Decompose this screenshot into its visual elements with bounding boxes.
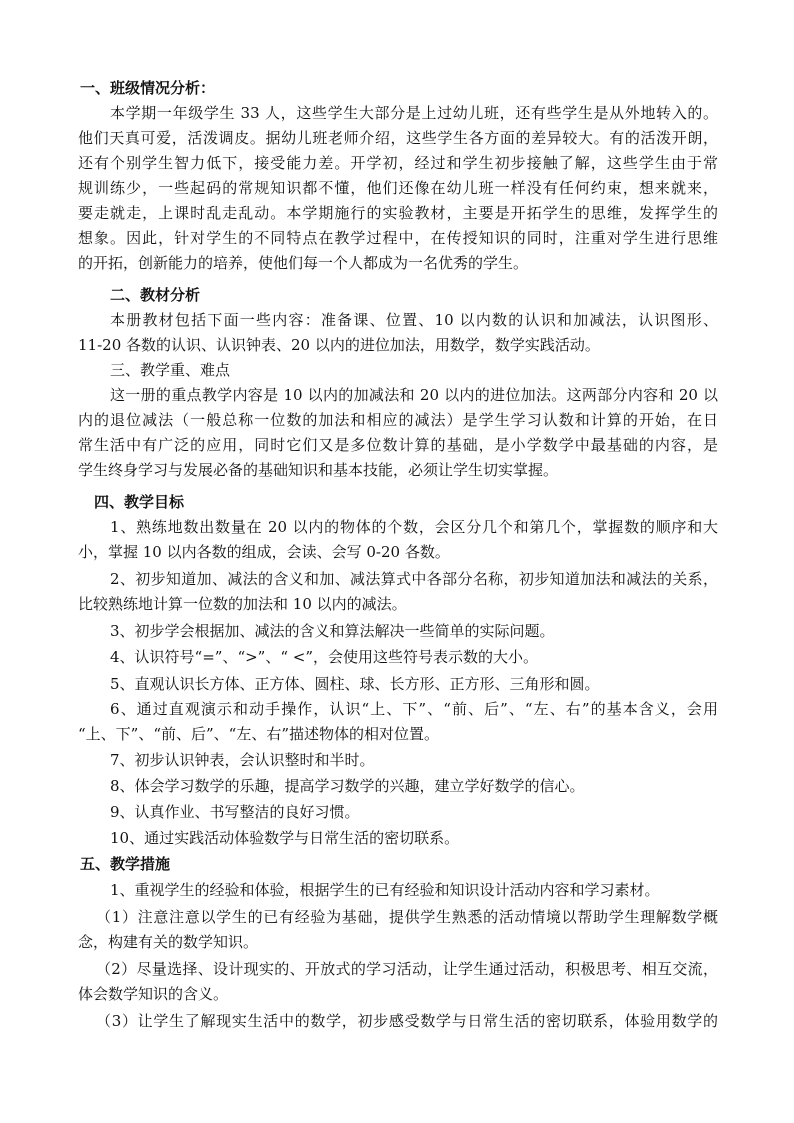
paragraph-line: 念，构建有关的数学知识。 (78, 933, 259, 951)
paragraph-line: （3）让学生了解现实生活中的数学，初步感受数学与日常生活的密切联系，体验用数学的 (96, 1012, 718, 1030)
section-heading: 五、教学措施 (80, 855, 171, 873)
paragraph-line: 内的退位减法（一般总称一位数的加法和相应的减法）是学生学习认数和计算的开始，在日 (78, 411, 718, 429)
section-heading: 二、教材分析 (110, 286, 201, 304)
paragraph-line: 想象。因此，针对学生的不同特点在教学过程中，在传授知识的同时，注重对学生进行思维 (78, 229, 718, 247)
paragraph-line: 2、初步知道加、减法的含义和加、减法算式中各部分名称，初步知道加法和减法的关系， (110, 570, 718, 588)
paragraph-line: 还有个别学生智力低下，接受能力差。开学初，经过和学生初步接触了解，这些学生由于常 (78, 154, 718, 172)
paragraph-line: 体会数学知识的含义。 (78, 985, 229, 1003)
paragraph-line: 常生活中有广泛的应用，同时它们又是多位数计算的基础，是小学数学中最基础的内容，是 (78, 436, 718, 454)
paragraph-line: “上、下”、“前、后”、“左、右”描述物体的相对位置。 (78, 725, 440, 743)
paragraph-line: 5、直观认识长方体、正方体、圆柱、球、长方形、正方形、三角形和圆。 (110, 675, 600, 693)
paragraph-line: （2）尽量选择、设计现实的、开放式的学习活动，让学生通过活动，积极思考、相互交流， (96, 960, 718, 978)
paragraph-line: 6、通过直观演示和动手操作，认识“上、下”、“前、后”、“左、右”的基本含义，会用 (110, 700, 718, 718)
paragraph-line: 4、认识符号“=”、“>”、“ <”，会使用这些符号表示数的大小。 (110, 648, 539, 666)
paragraph-line: 他们天真可爱，活泼调皮。据幼儿班老师介绍，这些学生各方面的差异较大。有的活泼开朗， (78, 129, 718, 147)
paragraph-line: 11-20 各数的认识、认识钟表、20 以内的进位加法，用数学，数学实践活动。 (78, 336, 600, 354)
paragraph-line: 小，掌握 10 以内各数的组成，会读、会写 0-20 各数。 (78, 543, 450, 561)
paragraph-line: 3、初步学会根据加、减法的含义和算法解决一些简单的实际问题。 (110, 622, 555, 640)
paragraph-line: 要走就走，上课时乱走乱动。本学期施行的实验教材，主要是开拓学生的思维，发挥学生的 (78, 204, 718, 222)
section-heading: 四、教学目标 (94, 493, 185, 511)
paragraph-line: 学生终身学习与发展必备的基础知识和基本技能，必须让学生切实掌握。 (78, 461, 559, 479)
paragraph-line: 9、认真作业、书写整洁的良好习惯。 (110, 803, 360, 821)
paragraph-line: 比较熟练地计算一位数的加法和 10 以内的减法。 (78, 595, 407, 613)
paragraph-line: 的开拓，创新能力的培养，使他们每一个人都成为一名优秀的学生。 (78, 254, 529, 272)
paragraph-line: 规训练少，一些起码的常规知识都不懂，他们还像在幼儿班一样没有任何约束，想来就来， (78, 179, 718, 197)
paragraph-line: 8、体会学习数学的乐趣，提高学习数学的兴趣，建立学好数学的信心。 (110, 777, 585, 795)
paragraph-line: （1）注意注意以学生的已有经验为基础，提供学生熟悉的活动情境以帮助学生理解数学概 (96, 908, 718, 926)
paragraph-line: 本册教材包括下面一些内容：准备课、位置、10 以内数的认识和加减法，认识图形、 (110, 311, 718, 329)
section-heading: 一、班级情况分析： (80, 79, 216, 97)
paragraph-line: 7、初步认识钟表，会认识整时和半时。 (110, 751, 375, 769)
paragraph-line: 1、重视学生的经验和体验，根据学生的已有经验和知识设计活动内容和学习素材。 (110, 881, 660, 899)
paragraph-line: 本学期一年级学生 33 人，这些学生大部分是上过幼儿班，还有些学生是从外地转入的。 (110, 104, 718, 122)
paragraph-line: 10、通过实践活动体验数学与日常生活的密切联系。 (110, 829, 460, 847)
section-heading: 三、教学重、难点 (110, 361, 231, 379)
paragraph-line: 1、熟练地数出数量在 20 以内的物体的个数，会区分几个和第几个，掌握数的顺序和大 (110, 518, 718, 536)
paragraph-line: 这一册的重点教学内容是 10 以内的加减法和 20 以内的进位加法。这两部分内容和 20 以 (110, 386, 718, 404)
